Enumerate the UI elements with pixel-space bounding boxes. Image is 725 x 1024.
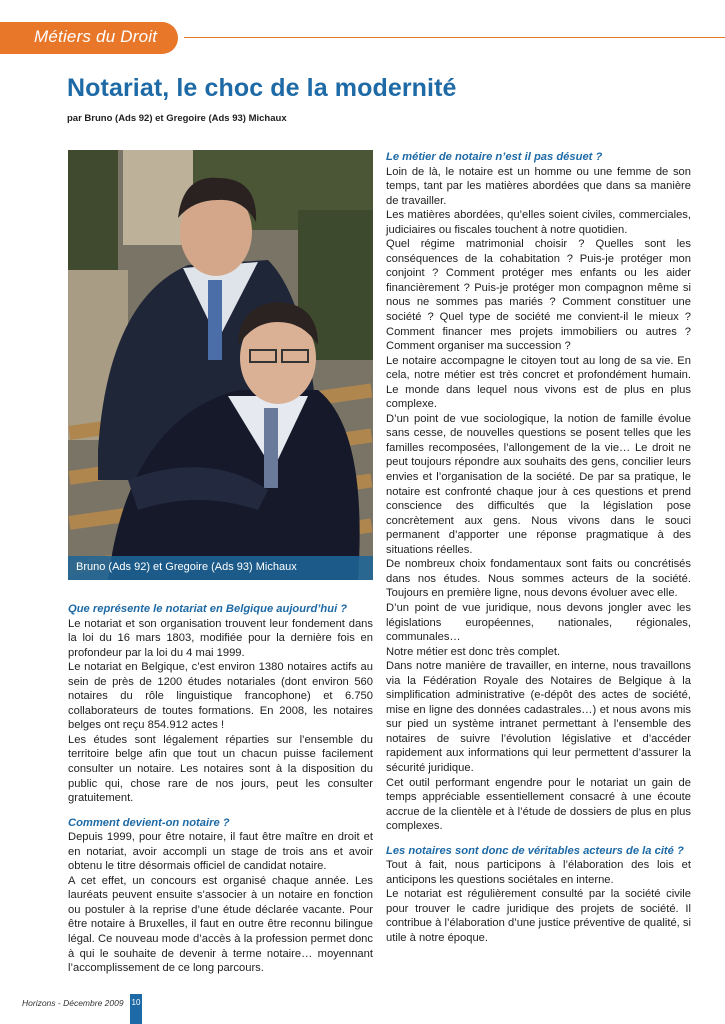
paragraph: Notre métier est donc très complet. [386, 645, 561, 658]
paragraph: Le notaire accompagne le citoyen tout au long de sa vie. En cela, notre métier est très concret et profondément humain. Le monde dans lequel nous vivons est de plus en plus complexe. [386, 354, 691, 411]
paragraph: De nombreux choix fondamentaux sont faits ou concrétisés dans nos études. Nous sommes acteurs de la société. Toujours en première ligne, nous devons évoluer avec elle. [386, 558, 691, 600]
paragraph: Les études sont légalement réparties sur l’ensemble du territoire belge afin que tout un chacun puisse facilement consulter un notaire. Les notaires sont à la disposition du public qui, chose rare de nos jours, peut les consulter gratuitement. [68, 733, 373, 805]
paragraph: Tout à fait, nous participons à l’élaboration des lois et anticipons les questions sociétales en interne. [386, 859, 691, 886]
page-number: 10 [130, 994, 142, 1012]
question-heading: Comment devient-on notaire ? [68, 816, 230, 829]
question-heading: Le métier de notaire n’est il pas désuet ? [386, 151, 603, 163]
paragraph: Loin de là, le notaire est un homme ou une femme de son temps, tant par les matières abordées que dans sa manière de travailler. [386, 165, 691, 207]
paragraph: Dans notre manière de travailler, en interne, nous travaillons via la Fédération Royale des Notaires de Belgique à la simplification administrative (e-dépôt des actes de société, mise en ligne des données cadastrales…) et nous avons mis sur pied un système intranet permettant à l’ensemble des notaires de suivre l’évolution législative et d’accéder rapidement aux informations qui leur permettent d’assurer la sécurité juridique. [386, 660, 691, 774]
article-title: Notariat, le choc de la modernité [67, 74, 457, 102]
photo-illustration [68, 150, 373, 580]
paragraph: Les matières abordées, qu’elles soient civiles, commerciales, judiciaires ou fiscales touchent à notre quotidien. [386, 209, 691, 236]
paragraph: A cet effet, un concours est organisé chaque année. Les lauréats peuvent ensuite s’associer à un notaire en fonction ou postuler à la reprise d’une étude déclarée vacante. Pour être notaire à Bruxelles, il faut en outre être reconnu bilingue légal. Ce nouveau mode d’accès à la profession permet donc à qui le souhaite de devenir à terme notaire… moyennant l’accomplissement de ce long parcours. [68, 874, 373, 975]
paragraph: Depuis 1999, pour être notaire, il faut être maître en droit et en notariat, avoir accompli un stage de trois ans et avoir obtenu le titre désormais officiel de candidat notaire. [68, 831, 373, 873]
question-heading: Les notaires sont donc de véritables acteurs de la cité ? [386, 844, 684, 857]
page-bar [130, 1012, 142, 1024]
paragraph: Le notariat et son organisation trouvent leur fondement dans la loi du 16 mars 1803, modifiée pour la dernière fois en profondeur par la loi du 4 mai 1999. [68, 617, 373, 659]
photo-caption [68, 556, 373, 580]
paragraph: Cet outil performant engendre pour le notariat un gain de temps appréciable essentiellement consacré à une écoute accrue de la clientèle et à l’étude de dossiers de plus en plus complexes. [386, 776, 691, 833]
paragraph: Quel régime matrimonial choisir ? Quelles sont les conséquences de la cohabitation ? Puis-je protéger mon conjoint ? Comment protéger mes enfants ou les aider financièrement ? Puis-je protéger mon compagnon même si nous ne sommes pas mariés ? Comment constituer une société ? Quel type de société me convient-il le mieux ? Comment financer mes projets immobiliers ou autres ? Comment organiser ma succession ? [386, 238, 691, 353]
paragraph: Le notariat est régulièrement consulté par la société civile pour trouver le cadre juridique des projets de société. Il contribue à l’élaboration d’une justice préventive de qualité, si utile à notre époque. [386, 888, 691, 944]
section-label: Métiers du Droit [34, 27, 158, 46]
article-byline: par Bruno (Ads 92) et Gregoire (Ads 93) Michaux [67, 113, 287, 124]
left-column [68, 602, 373, 976]
right-column [386, 150, 691, 946]
paragraph: D’un point de vue juridique, nous devons jongler avec les législations européennes, nationales, régionales, communales… [386, 601, 691, 644]
section-tab [0, 22, 178, 54]
section-divider [184, 37, 725, 38]
paragraph: Le notariat en Belgique, c’est environ 1380 notaires actifs au sein de près de 1200 études notariales (dont environ 560 notaires du rôle linguistique francophone) et 6.750 collaborateurs de toutes formations. En 2008, les notaires belges ont reçu 854.912 actes ! [68, 661, 373, 732]
footer-publication: Horizons - Décembre 2009 [22, 998, 124, 1008]
question-heading: Que représente le notariat en Belgique aujourd’hui ? [68, 603, 348, 615]
caption-text: Bruno (Ads 92) et Gregoire (Ads 93) Michaux [76, 561, 297, 573]
article-photo [68, 150, 373, 580]
paragraph: D’un point de vue sociologique, la notion de famille évolue sans cesse, de nouvelles questions se posent telles que les familles recomposées, l’allongement de la vie… Le droit ne peut toujours répondre aux souhaits des gens, concilier leurs envies et l’organisation de la société. De par sa pratique, le notaire est confronté chaque jour à ces questions et prend conscience des difficultés que la législation pose concrètement aux gens. Nous vivons dans le souci permanent d’apporter une réponse pragmatique à des situations réelles. [386, 412, 691, 556]
